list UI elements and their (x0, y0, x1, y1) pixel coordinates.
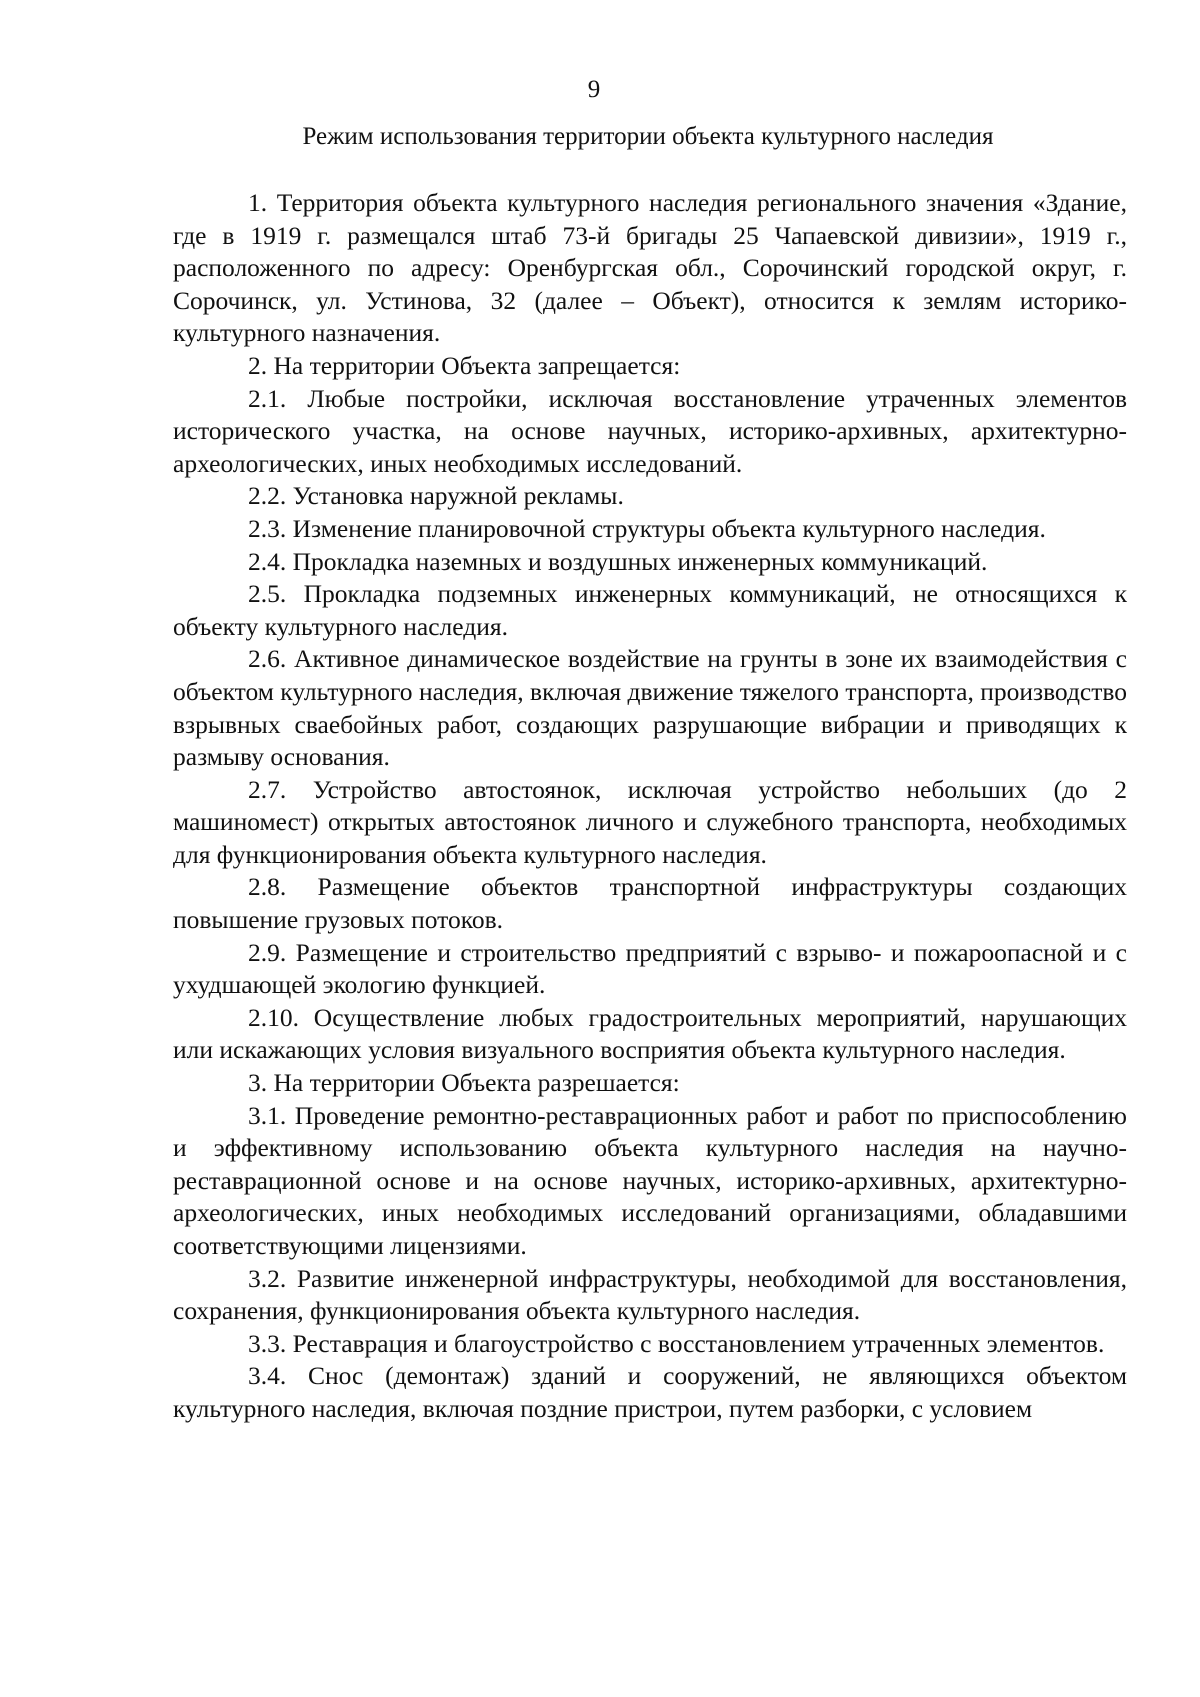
paragraph-3: 3. На территории Объекта разрешается: (248, 1068, 680, 1098)
paragraph-2-5: 2.5. Прокладка подземных инженерных коммуникаций, не относящихся к объекту культурного наследия. (173, 579, 1127, 641)
paragraph-2-2: 2.2. Установка наружной рекламы. (248, 481, 624, 511)
paragraph-2: 2. На территории Объекта запрещается: (248, 350, 681, 380)
paragraph-3-3: 3.3. Реставрация и благоустройство с восстановлением утраченных элементов. (248, 1328, 1105, 1358)
page-number: 9 (587, 76, 601, 103)
paragraph-2-1: 2.1. Любые постройки, исключая восстановление утраченных элементов исторического участка, на основе научных, историко-архивных, архитектурно-археологических, иных необходимых исследований. (173, 383, 1127, 478)
paragraph-2-9: 2.9. Размещение и строительство предприятий с взрыво- и пожароопасной и с ухудшающей экологию функцией. (173, 937, 1127, 1000)
paragraph-3-4: 3.4. Снос (демонтаж) зданий и сооружений, не являющихся объектом культурного наследия, включая поздние пристрои, путем разборки, с условием (173, 1361, 1127, 1423)
paragraph-2-8: 2.8. Размещение объектов транспортной инфраструктуры создающих повышение грузовых потоков. (173, 872, 1127, 935)
document-body (173, 187, 1127, 1426)
paragraph-2-4: 2.4. Прокладка наземных и воздушных инженерных коммуникаций. (248, 546, 988, 576)
paragraph-3-1: 3.1. Проведение ремонтно-реставрационных работ и работ по приспособлению и эффективному использованию объекта культурного наследия на научно-реставрационной основе и на основе научных, историко-архивных, архитектурно-археологических, иных необходимых исследований организациями, обладавшими соответствующими лицензиями. (173, 1100, 1127, 1260)
paragraph-3-2: 3.2. Развитие инженерной инфраструктуры, необходимой для восстановления, сохранения, функционирования объекта культурного наследия. (173, 1263, 1127, 1326)
paragraph-2-6: 2.6. Активное динамическое воздействие на грунты в зоне их взаимодействия с объектом культурного наследия, включая движение тяжелого транспорта, производство взрывных сваебойных работ, создающих разрушающие вибрации и приводящих к размыву основания. (173, 644, 1127, 772)
paragraph-2-10: 2.10. Осуществление любых градостроительных мероприятий, нарушающих или искажающих условия визуального восприятия объекта культурного наследия. (173, 1002, 1127, 1065)
paragraph-2-7: 2.7. Устройство автостоянок, исключая устройство небольших (до 2 машиномест) открытых автостоянок личного и служебного транспорта, необходимых для функционирования объекта культурного наследия. (173, 774, 1127, 869)
document-title: Режим использования территории объекта культурного наследия (302, 123, 994, 150)
paragraph-1: 1. Территория объекта культурного наследия регионального значения «Здание, где в 1919 г. размещался штаб 73-й бригады 25 Чапаевской дивизии», 1919 г., расположенного по адресу: Оренбургская обл., Сорочинский городской округ, г. Сорочинск, ул. Устинова, 32 (далее – Объект), относится к землям историко-культурного назначения. (173, 188, 1127, 348)
paragraph-2-3: 2.3. Изменение планировочной структуры объекта культурного наследия. (248, 513, 1046, 543)
